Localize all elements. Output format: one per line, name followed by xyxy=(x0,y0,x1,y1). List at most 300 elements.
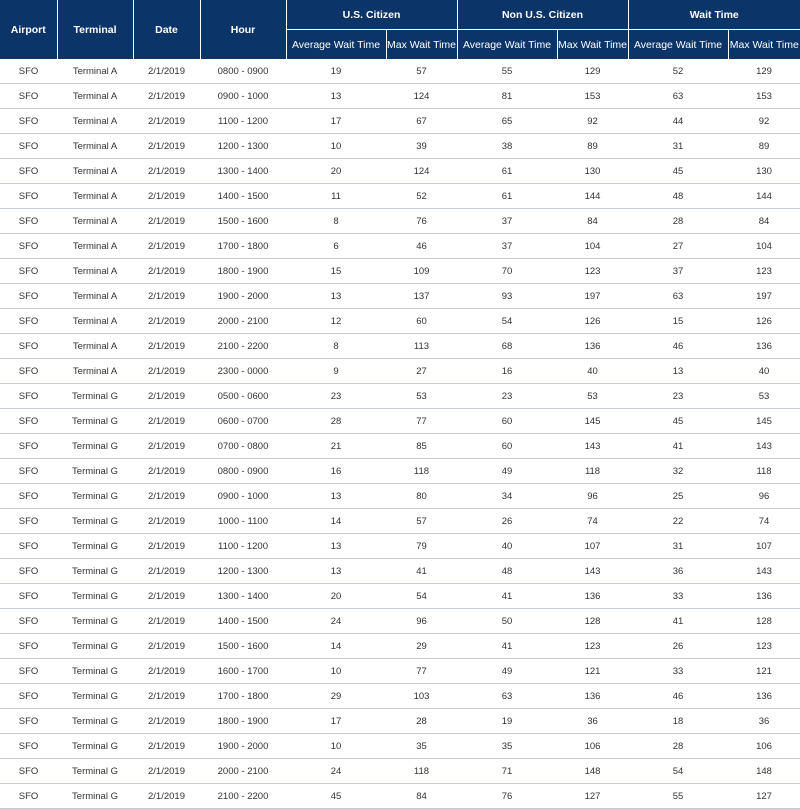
col-header-hour: Hour xyxy=(200,0,286,59)
table-row xyxy=(0,59,800,84)
terminal-cell: Terminal G xyxy=(57,434,133,459)
table-row xyxy=(0,559,800,584)
non-us-avg-wait-cell: 68 xyxy=(457,334,557,359)
non-us-avg-wait-cell: 70 xyxy=(457,259,557,284)
hour-cell: 0900 - 1000 xyxy=(200,84,286,109)
table-row xyxy=(0,434,800,459)
airport-cell: SFO xyxy=(0,684,57,709)
non-us-avg-wait-cell: 49 xyxy=(457,459,557,484)
date-cell: 2/1/2019 xyxy=(133,59,200,84)
hour-cell: 2100 - 2200 xyxy=(200,784,286,809)
hour-cell: 0800 - 0900 xyxy=(200,459,286,484)
us-avg-wait-cell: 13 xyxy=(286,84,386,109)
non-us-max-wait-cell: 118 xyxy=(557,459,628,484)
hour-cell: 2000 - 2100 xyxy=(200,309,286,334)
date-cell: 2/1/2019 xyxy=(133,659,200,684)
date-cell: 2/1/2019 xyxy=(133,209,200,234)
airport-cell: SFO xyxy=(0,734,57,759)
table-row xyxy=(0,709,800,734)
us-avg-wait-cell: 17 xyxy=(286,709,386,734)
us-avg-wait-cell: 13 xyxy=(286,534,386,559)
table-row xyxy=(0,534,800,559)
group-header-non-us-citizen: Non U.S. Citizen xyxy=(457,0,628,30)
hour-cell: 1800 - 1900 xyxy=(200,259,286,284)
total-avg-wait-cell: 63 xyxy=(628,284,728,309)
terminal-cell: Terminal A xyxy=(57,309,133,334)
col-header-date: Date xyxy=(133,0,200,59)
total-max-wait-cell: 104 xyxy=(728,234,800,259)
us-max-wait-cell: 103 xyxy=(386,684,457,709)
total-max-wait-cell: 127 xyxy=(728,784,800,809)
terminal-cell: Terminal G xyxy=(57,409,133,434)
non-us-max-wait-cell: 104 xyxy=(557,234,628,259)
non-us-max-wait-cell: 136 xyxy=(557,584,628,609)
airport-cell: SFO xyxy=(0,309,57,334)
table-row xyxy=(0,84,800,109)
non-us-max-wait-cell: 136 xyxy=(557,684,628,709)
date-cell: 2/1/2019 xyxy=(133,159,200,184)
us-avg-wait-cell: 14 xyxy=(286,634,386,659)
date-cell: 2/1/2019 xyxy=(133,259,200,284)
total-max-wait-cell: 126 xyxy=(728,309,800,334)
date-cell: 2/1/2019 xyxy=(133,609,200,634)
hour-cell: 0800 - 0900 xyxy=(200,59,286,84)
date-cell: 2/1/2019 xyxy=(133,334,200,359)
non-us-avg-wait-cell: 65 xyxy=(457,109,557,134)
table-row xyxy=(0,509,800,534)
us-avg-wait-cell: 24 xyxy=(286,759,386,784)
date-cell: 2/1/2019 xyxy=(133,134,200,159)
us-max-wait-cell: 109 xyxy=(386,259,457,284)
total-avg-wait-cell: 45 xyxy=(628,159,728,184)
terminal-cell: Terminal G xyxy=(57,459,133,484)
non-us-avg-wait-cell: 60 xyxy=(457,434,557,459)
terminal-cell: Terminal G xyxy=(57,634,133,659)
us-max-wait-cell: 39 xyxy=(386,134,457,159)
us-max-wait-cell: 124 xyxy=(386,84,457,109)
table-row xyxy=(0,459,800,484)
total-avg-wait-cell: 23 xyxy=(628,384,728,409)
total-avg-wait-cell: 31 xyxy=(628,134,728,159)
non-us-max-wait-cell: 36 xyxy=(557,709,628,734)
table-row xyxy=(0,184,800,209)
total-avg-wait-cell: 41 xyxy=(628,609,728,634)
total-max-wait-cell: 96 xyxy=(728,484,800,509)
total-max-wait-cell: 123 xyxy=(728,634,800,659)
hour-cell: 1100 - 1200 xyxy=(200,534,286,559)
col-header-us-max-wait: Max Wait Time xyxy=(386,30,457,60)
terminal-cell: Terminal G xyxy=(57,659,133,684)
total-avg-wait-cell: 46 xyxy=(628,334,728,359)
non-us-avg-wait-cell: 76 xyxy=(457,784,557,809)
terminal-cell: Terminal A xyxy=(57,209,133,234)
terminal-cell: Terminal A xyxy=(57,184,133,209)
us-max-wait-cell: 52 xyxy=(386,184,457,209)
date-cell: 2/1/2019 xyxy=(133,284,200,309)
us-avg-wait-cell: 8 xyxy=(286,209,386,234)
airport-cell: SFO xyxy=(0,84,57,109)
non-us-max-wait-cell: 107 xyxy=(557,534,628,559)
airport-cell: SFO xyxy=(0,484,57,509)
date-cell: 2/1/2019 xyxy=(133,534,200,559)
table-row xyxy=(0,409,800,434)
hour-cell: 2000 - 2100 xyxy=(200,759,286,784)
date-cell: 2/1/2019 xyxy=(133,459,200,484)
us-avg-wait-cell: 13 xyxy=(286,484,386,509)
hour-cell: 1200 - 1300 xyxy=(200,134,286,159)
non-us-max-wait-cell: 129 xyxy=(557,59,628,84)
terminal-cell: Terminal A xyxy=(57,259,133,284)
us-max-wait-cell: 57 xyxy=(386,509,457,534)
airport-cell: SFO xyxy=(0,284,57,309)
us-max-wait-cell: 57 xyxy=(386,59,457,84)
airport-cell: SFO xyxy=(0,159,57,184)
table-row xyxy=(0,609,800,634)
table-row xyxy=(0,484,800,509)
total-max-wait-cell: 148 xyxy=(728,759,800,784)
col-header-non-us-max-wait: Max Wait Time xyxy=(557,30,628,60)
non-us-avg-wait-cell: 55 xyxy=(457,59,557,84)
non-us-max-wait-cell: 127 xyxy=(557,784,628,809)
non-us-max-wait-cell: 74 xyxy=(557,509,628,534)
col-header-airport: Airport xyxy=(0,0,57,59)
us-max-wait-cell: 35 xyxy=(386,734,457,759)
table-row xyxy=(0,759,800,784)
hour-cell: 0900 - 1000 xyxy=(200,484,286,509)
total-avg-wait-cell: 52 xyxy=(628,59,728,84)
non-us-max-wait-cell: 143 xyxy=(557,559,628,584)
hour-cell: 2100 - 2200 xyxy=(200,334,286,359)
total-max-wait-cell: 153 xyxy=(728,84,800,109)
col-header-us-avg-wait: Average Wait Time xyxy=(286,30,386,60)
hour-cell: 1100 - 1200 xyxy=(200,109,286,134)
table-row xyxy=(0,309,800,334)
total-max-wait-cell: 74 xyxy=(728,509,800,534)
table-body xyxy=(0,59,800,809)
table-row xyxy=(0,234,800,259)
us-max-wait-cell: 60 xyxy=(386,309,457,334)
col-header-non-us-avg-wait: Average Wait Time xyxy=(457,30,557,60)
total-max-wait-cell: 143 xyxy=(728,434,800,459)
table-row xyxy=(0,109,800,134)
us-avg-wait-cell: 13 xyxy=(286,559,386,584)
date-cell: 2/1/2019 xyxy=(133,384,200,409)
airport-cell: SFO xyxy=(0,209,57,234)
table-row xyxy=(0,259,800,284)
non-us-max-wait-cell: 123 xyxy=(557,259,628,284)
airport-cell: SFO xyxy=(0,384,57,409)
group-header-wait-time: Wait Time xyxy=(628,0,800,30)
table-row xyxy=(0,734,800,759)
date-cell: 2/1/2019 xyxy=(133,709,200,734)
date-cell: 2/1/2019 xyxy=(133,509,200,534)
non-us-max-wait-cell: 40 xyxy=(557,359,628,384)
terminal-cell: Terminal A xyxy=(57,134,133,159)
total-avg-wait-cell: 25 xyxy=(628,484,728,509)
airport-cell: SFO xyxy=(0,409,57,434)
us-max-wait-cell: 84 xyxy=(386,784,457,809)
date-cell: 2/1/2019 xyxy=(133,409,200,434)
hour-cell: 1300 - 1400 xyxy=(200,159,286,184)
non-us-avg-wait-cell: 50 xyxy=(457,609,557,634)
terminal-cell: Terminal A xyxy=(57,109,133,134)
date-cell: 2/1/2019 xyxy=(133,584,200,609)
date-cell: 2/1/2019 xyxy=(133,759,200,784)
total-avg-wait-cell: 22 xyxy=(628,509,728,534)
airport-cell: SFO xyxy=(0,259,57,284)
non-us-avg-wait-cell: 41 xyxy=(457,584,557,609)
non-us-avg-wait-cell: 41 xyxy=(457,634,557,659)
total-max-wait-cell: 145 xyxy=(728,409,800,434)
hour-cell: 1000 - 1100 xyxy=(200,509,286,534)
hour-cell: 1700 - 1800 xyxy=(200,684,286,709)
terminal-cell: Terminal A xyxy=(57,334,133,359)
total-avg-wait-cell: 33 xyxy=(628,584,728,609)
table-row xyxy=(0,359,800,384)
total-avg-wait-cell: 33 xyxy=(628,659,728,684)
table-row xyxy=(0,334,800,359)
total-avg-wait-cell: 28 xyxy=(628,209,728,234)
terminal-cell: Terminal G xyxy=(57,584,133,609)
us-avg-wait-cell: 19 xyxy=(286,59,386,84)
non-us-max-wait-cell: 121 xyxy=(557,659,628,684)
hour-cell: 0600 - 0700 xyxy=(200,409,286,434)
non-us-max-wait-cell: 53 xyxy=(557,384,628,409)
airport-cell: SFO xyxy=(0,559,57,584)
table-row xyxy=(0,684,800,709)
non-us-avg-wait-cell: 23 xyxy=(457,384,557,409)
us-max-wait-cell: 28 xyxy=(386,709,457,734)
non-us-avg-wait-cell: 34 xyxy=(457,484,557,509)
non-us-max-wait-cell: 106 xyxy=(557,734,628,759)
non-us-max-wait-cell: 197 xyxy=(557,284,628,309)
terminal-cell: Terminal A xyxy=(57,234,133,259)
hour-cell: 1900 - 2000 xyxy=(200,734,286,759)
non-us-avg-wait-cell: 38 xyxy=(457,134,557,159)
non-us-max-wait-cell: 143 xyxy=(557,434,628,459)
total-avg-wait-cell: 26 xyxy=(628,634,728,659)
group-header-us-citizen: U.S. Citizen xyxy=(286,0,457,30)
us-avg-wait-cell: 15 xyxy=(286,259,386,284)
non-us-avg-wait-cell: 81 xyxy=(457,84,557,109)
us-max-wait-cell: 77 xyxy=(386,409,457,434)
date-cell: 2/1/2019 xyxy=(133,734,200,759)
total-max-wait-cell: 106 xyxy=(728,734,800,759)
us-max-wait-cell: 118 xyxy=(386,759,457,784)
total-max-wait-cell: 121 xyxy=(728,659,800,684)
airport-cell: SFO xyxy=(0,134,57,159)
us-max-wait-cell: 76 xyxy=(386,209,457,234)
date-cell: 2/1/2019 xyxy=(133,109,200,134)
total-max-wait-cell: 197 xyxy=(728,284,800,309)
total-avg-wait-cell: 45 xyxy=(628,409,728,434)
us-max-wait-cell: 137 xyxy=(386,284,457,309)
us-max-wait-cell: 79 xyxy=(386,534,457,559)
date-cell: 2/1/2019 xyxy=(133,484,200,509)
total-avg-wait-cell: 63 xyxy=(628,84,728,109)
non-us-avg-wait-cell: 37 xyxy=(457,209,557,234)
non-us-avg-wait-cell: 49 xyxy=(457,659,557,684)
hour-cell: 0500 - 0600 xyxy=(200,384,286,409)
airport-cell: SFO xyxy=(0,459,57,484)
us-avg-wait-cell: 29 xyxy=(286,684,386,709)
total-avg-wait-cell: 28 xyxy=(628,734,728,759)
non-us-max-wait-cell: 145 xyxy=(557,409,628,434)
non-us-max-wait-cell: 84 xyxy=(557,209,628,234)
non-us-max-wait-cell: 144 xyxy=(557,184,628,209)
total-max-wait-cell: 136 xyxy=(728,684,800,709)
us-avg-wait-cell: 11 xyxy=(286,184,386,209)
airport-cell: SFO xyxy=(0,534,57,559)
us-max-wait-cell: 124 xyxy=(386,159,457,184)
col-header-terminal: Terminal xyxy=(57,0,133,59)
non-us-avg-wait-cell: 61 xyxy=(457,159,557,184)
date-cell: 2/1/2019 xyxy=(133,784,200,809)
total-avg-wait-cell: 41 xyxy=(628,434,728,459)
non-us-avg-wait-cell: 26 xyxy=(457,509,557,534)
us-avg-wait-cell: 13 xyxy=(286,284,386,309)
total-avg-wait-cell: 48 xyxy=(628,184,728,209)
us-avg-wait-cell: 16 xyxy=(286,459,386,484)
non-us-avg-wait-cell: 63 xyxy=(457,684,557,709)
non-us-max-wait-cell: 130 xyxy=(557,159,628,184)
terminal-cell: Terminal G xyxy=(57,709,133,734)
total-avg-wait-cell: 27 xyxy=(628,234,728,259)
us-max-wait-cell: 77 xyxy=(386,659,457,684)
hour-cell: 1900 - 2000 xyxy=(200,284,286,309)
airport-cell: SFO xyxy=(0,709,57,734)
hour-cell: 0700 - 0800 xyxy=(200,434,286,459)
us-avg-wait-cell: 20 xyxy=(286,159,386,184)
terminal-cell: Terminal G xyxy=(57,734,133,759)
us-avg-wait-cell: 45 xyxy=(286,784,386,809)
table-row xyxy=(0,209,800,234)
table-row xyxy=(0,634,800,659)
terminal-cell: Terminal G xyxy=(57,759,133,784)
terminal-cell: Terminal G xyxy=(57,559,133,584)
hour-cell: 1600 - 1700 xyxy=(200,659,286,684)
us-avg-wait-cell: 23 xyxy=(286,384,386,409)
us-avg-wait-cell: 10 xyxy=(286,659,386,684)
total-max-wait-cell: 143 xyxy=(728,559,800,584)
total-max-wait-cell: 53 xyxy=(728,384,800,409)
us-avg-wait-cell: 10 xyxy=(286,734,386,759)
us-avg-wait-cell: 24 xyxy=(286,609,386,634)
non-us-max-wait-cell: 96 xyxy=(557,484,628,509)
total-max-wait-cell: 36 xyxy=(728,709,800,734)
terminal-cell: Terminal G xyxy=(57,784,133,809)
terminal-cell: Terminal A xyxy=(57,159,133,184)
total-max-wait-cell: 92 xyxy=(728,109,800,134)
table-row xyxy=(0,584,800,609)
total-avg-wait-cell: 32 xyxy=(628,459,728,484)
airport-cell: SFO xyxy=(0,59,57,84)
us-max-wait-cell: 96 xyxy=(386,609,457,634)
table-row xyxy=(0,784,800,809)
total-avg-wait-cell: 44 xyxy=(628,109,728,134)
terminal-cell: Terminal A xyxy=(57,284,133,309)
table-row xyxy=(0,159,800,184)
us-max-wait-cell: 41 xyxy=(386,559,457,584)
us-avg-wait-cell: 8 xyxy=(286,334,386,359)
hour-cell: 1500 - 1600 xyxy=(200,634,286,659)
terminal-cell: Terminal A xyxy=(57,84,133,109)
non-us-max-wait-cell: 92 xyxy=(557,109,628,134)
airport-cell: SFO xyxy=(0,584,57,609)
col-header-total-avg-wait: Average Wait Time xyxy=(628,30,728,60)
non-us-avg-wait-cell: 19 xyxy=(457,709,557,734)
date-cell: 2/1/2019 xyxy=(133,559,200,584)
date-cell: 2/1/2019 xyxy=(133,434,200,459)
date-cell: 2/1/2019 xyxy=(133,234,200,259)
non-us-avg-wait-cell: 48 xyxy=(457,559,557,584)
non-us-avg-wait-cell: 54 xyxy=(457,309,557,334)
us-max-wait-cell: 85 xyxy=(386,434,457,459)
total-max-wait-cell: 84 xyxy=(728,209,800,234)
airport-cell: SFO xyxy=(0,509,57,534)
table-row xyxy=(0,134,800,159)
total-avg-wait-cell: 36 xyxy=(628,559,728,584)
terminal-cell: Terminal G xyxy=(57,609,133,634)
total-avg-wait-cell: 15 xyxy=(628,309,728,334)
airport-cell: SFO xyxy=(0,334,57,359)
hour-cell: 1800 - 1900 xyxy=(200,709,286,734)
terminal-cell: Terminal G xyxy=(57,484,133,509)
non-us-avg-wait-cell: 37 xyxy=(457,234,557,259)
non-us-max-wait-cell: 136 xyxy=(557,334,628,359)
non-us-avg-wait-cell: 61 xyxy=(457,184,557,209)
date-cell: 2/1/2019 xyxy=(133,684,200,709)
hour-cell: 1400 - 1500 xyxy=(200,609,286,634)
hour-cell: 1300 - 1400 xyxy=(200,584,286,609)
airport-cell: SFO xyxy=(0,634,57,659)
airport-cell: SFO xyxy=(0,234,57,259)
total-avg-wait-cell: 55 xyxy=(628,784,728,809)
us-max-wait-cell: 80 xyxy=(386,484,457,509)
non-us-max-wait-cell: 126 xyxy=(557,309,628,334)
terminal-cell: Terminal A xyxy=(57,59,133,84)
us-avg-wait-cell: 17 xyxy=(286,109,386,134)
total-avg-wait-cell: 31 xyxy=(628,534,728,559)
total-max-wait-cell: 40 xyxy=(728,359,800,384)
terminal-cell: Terminal G xyxy=(57,384,133,409)
date-cell: 2/1/2019 xyxy=(133,309,200,334)
total-max-wait-cell: 118 xyxy=(728,459,800,484)
total-max-wait-cell: 107 xyxy=(728,534,800,559)
total-max-wait-cell: 123 xyxy=(728,259,800,284)
airport-cell: SFO xyxy=(0,434,57,459)
non-us-max-wait-cell: 153 xyxy=(557,84,628,109)
hour-cell: 1400 - 1500 xyxy=(200,184,286,209)
us-max-wait-cell: 54 xyxy=(386,584,457,609)
total-avg-wait-cell: 18 xyxy=(628,709,728,734)
total-max-wait-cell: 130 xyxy=(728,159,800,184)
us-avg-wait-cell: 28 xyxy=(286,409,386,434)
total-max-wait-cell: 128 xyxy=(728,609,800,634)
us-avg-wait-cell: 10 xyxy=(286,134,386,159)
total-avg-wait-cell: 46 xyxy=(628,684,728,709)
us-max-wait-cell: 27 xyxy=(386,359,457,384)
total-avg-wait-cell: 13 xyxy=(628,359,728,384)
date-cell: 2/1/2019 xyxy=(133,184,200,209)
us-max-wait-cell: 29 xyxy=(386,634,457,659)
us-avg-wait-cell: 9 xyxy=(286,359,386,384)
terminal-cell: Terminal A xyxy=(57,359,133,384)
us-avg-wait-cell: 12 xyxy=(286,309,386,334)
col-header-total-max-wait: Max Wait Time xyxy=(728,30,800,60)
total-max-wait-cell: 89 xyxy=(728,134,800,159)
airport-cell: SFO xyxy=(0,609,57,634)
